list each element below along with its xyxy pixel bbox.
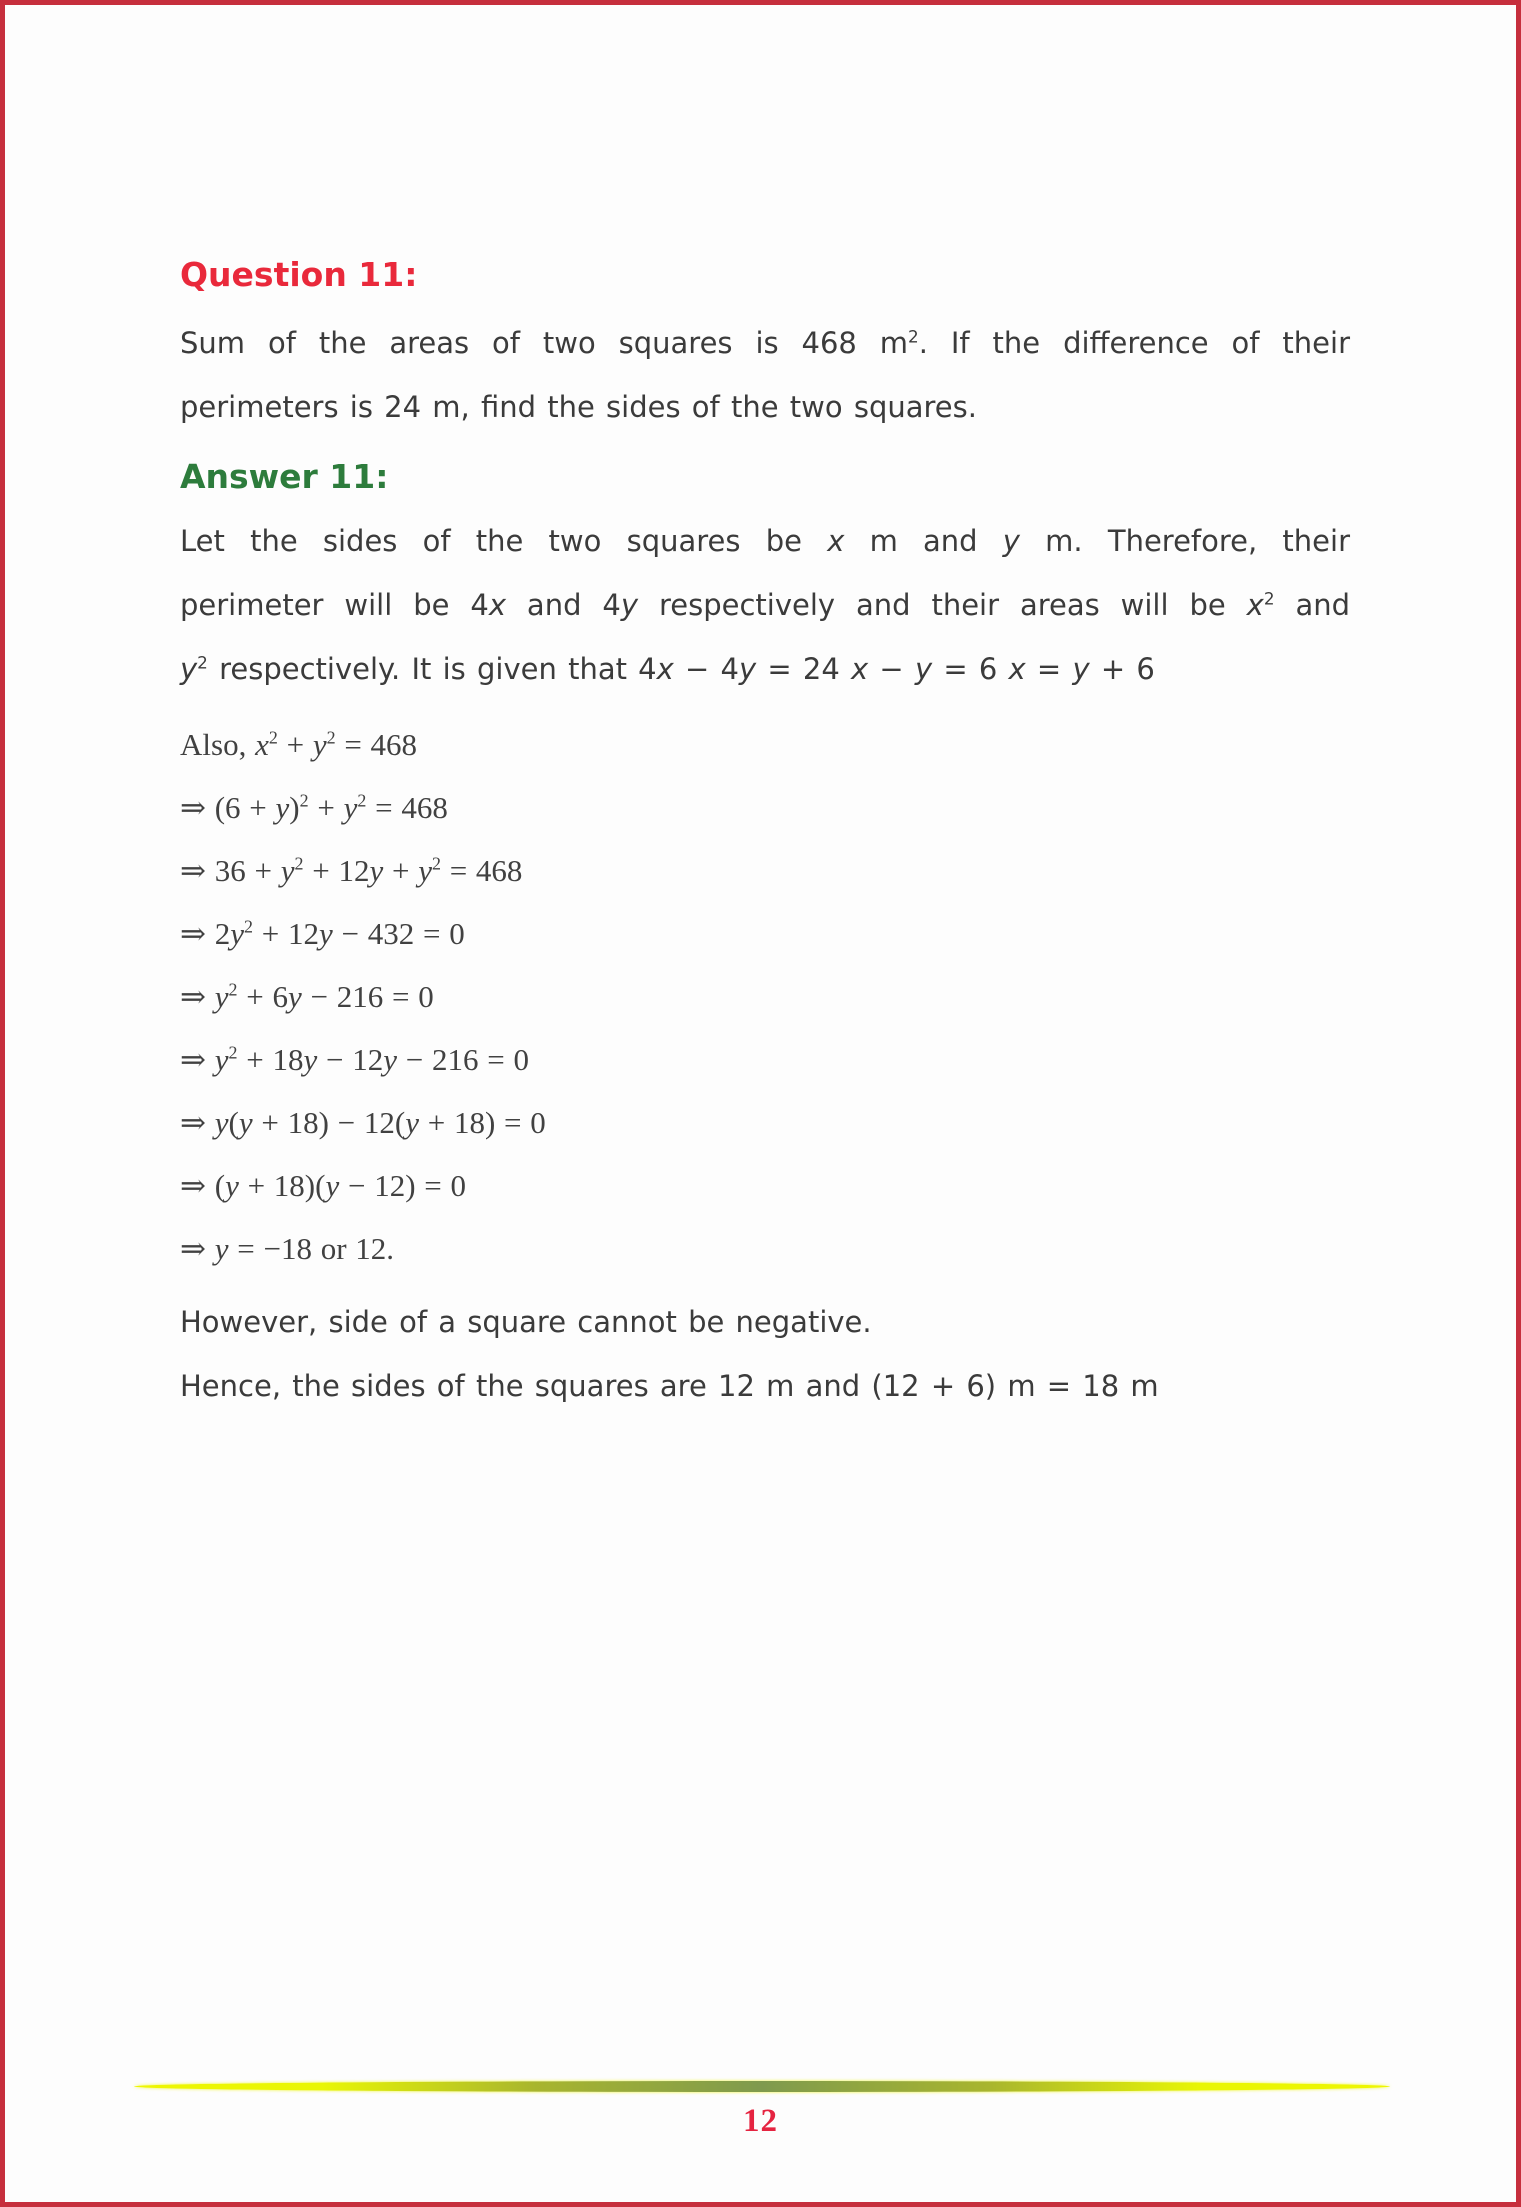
question-text-line: Sum of the areas of two squares is 468 $m^2$. If the difference of their xyxy=(180,326,1350,360)
question-text-line: perimeters is 24 m, find the sides of the two squares. xyxy=(180,390,977,424)
answer-text-line: $y^2$ respectively. It is given that 4x − 4y = 24 x − y = 6 x = y + 6 xyxy=(180,652,1155,686)
footer-divider-line xyxy=(134,2081,1390,2092)
derivation-line: ⇒ $y^2 + 6y - 216 = 0$ xyxy=(180,979,434,1014)
derivation-line: ⇒ $y^2 + 18y - 12y - 216 = 0$ xyxy=(180,1042,529,1077)
answer-text-line: perimeter will be 4x and 4y respectively and their areas will be $x^2$ and xyxy=(180,588,1350,622)
answer-text-line: Let the sides of the two squares be x m and y m. Therefore, their xyxy=(180,524,1350,558)
conclusion-line: Hence, the sides of the squares are 12 m and (12 + 6) m = 18 m xyxy=(180,1369,1159,1403)
content-area xyxy=(180,5,1350,1418)
derivation-line: ⇒ $2y^2 + 12y - 432 = 0$ xyxy=(180,916,465,951)
derivation-line: ⇒ y = −18 or 12. xyxy=(180,1231,395,1266)
answer-heading: Answer 11: xyxy=(180,457,389,496)
conclusion-line: However, side of a square cannot be negative. xyxy=(180,1305,872,1339)
derivation-block xyxy=(180,713,1350,1280)
derivation-line: ⇒ y(y + 18) − 12(y + 18) = 0 xyxy=(180,1105,546,1140)
derivation-line: ⇒ (y + 18)(y − 12) = 0 xyxy=(180,1168,467,1203)
question-heading: Question 11: xyxy=(180,255,418,294)
derivation-line: ⇒ $(6 + y)^2 + y^2 = 468$ xyxy=(180,790,448,825)
derivation-line: ⇒ $36 + y^2 + 12y + y^2 = 468$ xyxy=(180,853,523,888)
page-number: 12 xyxy=(743,2103,778,2139)
derivation-line: Also, $x^2 + y^2 = 468$ xyxy=(180,727,418,762)
